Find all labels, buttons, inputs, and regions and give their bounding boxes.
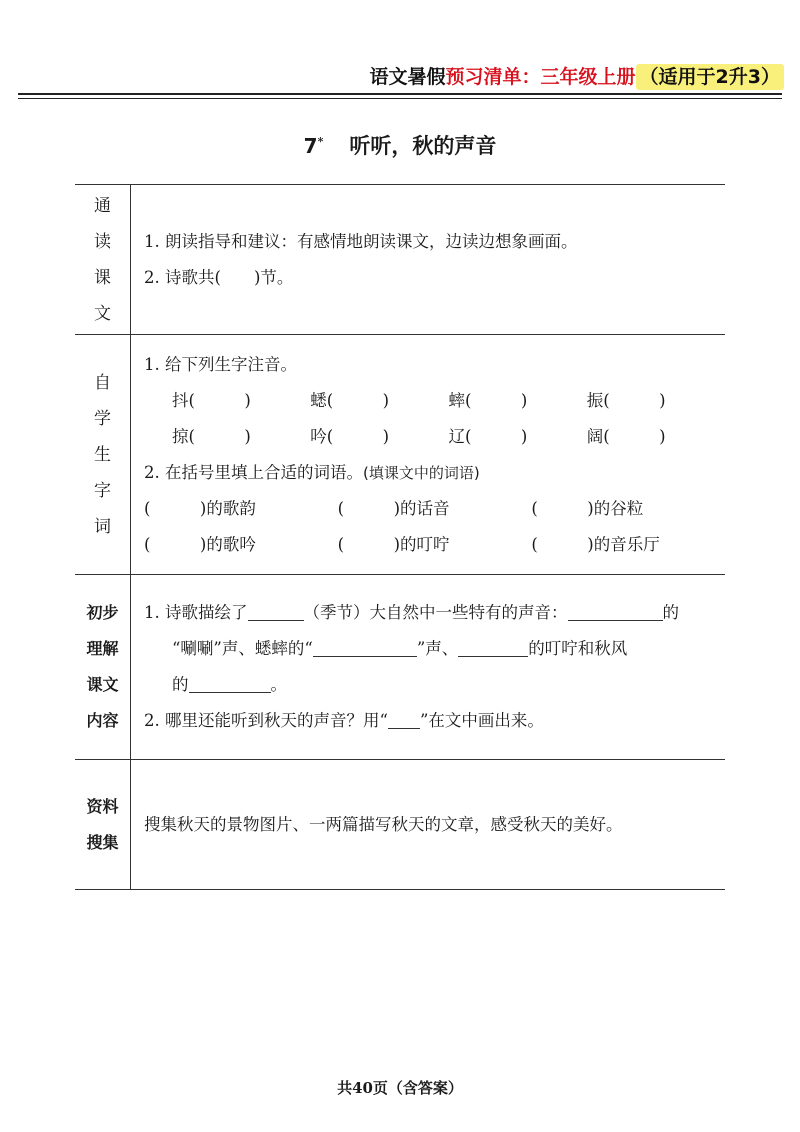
label-text: 内容 (86, 711, 119, 730)
pinyin-cell: 阔( ) (586, 426, 666, 446)
pinyin-cell: 掠( ) (172, 426, 251, 446)
header-title-part2: 预习清单：三年级上册 (445, 66, 636, 88)
fill-cell: ( )的叮咛 (337, 534, 450, 554)
fill-row-1 (144, 491, 725, 527)
label-char: 字 (94, 480, 111, 501)
label-text: 课文 (86, 675, 119, 694)
understand-item-1-line3 (144, 667, 725, 703)
answer-blank (248, 619, 304, 621)
label-char: 词 (94, 516, 111, 537)
words-item-2-text: 2. 在括号里填上合适的词语。 (144, 462, 363, 482)
header-title-part1: 语文暑假 (369, 66, 446, 88)
fill-cell: ( )的歌吟 (144, 534, 256, 554)
pinyin-cell: 抖( ) (172, 390, 251, 410)
pinyin-cell: 振( ) (586, 390, 666, 410)
worksheet-table (75, 184, 725, 890)
fill-cell: ( )的谷粒 (531, 498, 644, 518)
answer-blank (458, 655, 528, 657)
answer-blank (313, 655, 417, 657)
understand-item-1-line2 (144, 631, 725, 667)
section-words-label (75, 335, 131, 575)
words-item-1: 1. 给下列生字注音。 (144, 354, 297, 374)
section-read (75, 185, 725, 335)
answer-blank (568, 619, 663, 621)
label-text: 资料 (86, 796, 119, 816)
understand-text: 。 (270, 675, 287, 694)
page-footer: 共40页（含答案） (337, 1079, 463, 1097)
understand-text: 的叮咛和秋风 (528, 639, 628, 658)
underline-sample (388, 727, 420, 729)
understand-item-2 (144, 703, 725, 739)
lesson-title-text: 听听，秋的声音 (349, 133, 497, 158)
section-read-content (131, 185, 726, 335)
understand-text: 1. 诗歌描绘了 (144, 603, 248, 622)
fill-cell: ( )的话音 (337, 498, 450, 518)
header-rule-thick (18, 93, 782, 95)
label-text: 理解 (86, 639, 119, 658)
label-char: 文 (94, 303, 111, 324)
label-char: 生 (94, 444, 111, 465)
read-item-1: 1. 朗读指导和建议：有感情地朗读课文，边读边想象画面。 (144, 231, 578, 251)
answer-blank (189, 691, 271, 693)
label-char: 自 (94, 372, 111, 393)
words-item-2-note: (填课文中的词语) (363, 463, 480, 482)
fill-row-2 (144, 527, 725, 563)
pinyin-cell: 蟀( ) (448, 390, 528, 410)
label-text: 搜集 (86, 832, 119, 852)
label-char: 通 (94, 195, 111, 216)
lesson-title (0, 130, 800, 160)
fill-cell: ( )的音乐厅 (531, 534, 660, 554)
pinyin-cell: 吟( ) (310, 426, 390, 446)
lesson-number: 7 (303, 134, 318, 158)
read-item-2-b: )节。 (253, 267, 294, 287)
pinyin-cell: 辽( ) (448, 426, 528, 446)
section-collect (75, 760, 725, 890)
label-char: 学 (94, 408, 111, 429)
section-understand (75, 575, 725, 760)
section-words-content (131, 335, 726, 575)
read-item-2 (144, 260, 725, 296)
section-collect-content (131, 760, 726, 890)
understand-text: “唰唰”声、蟋蟀的“ (172, 639, 313, 658)
label-char: 课 (94, 267, 111, 288)
understand-text: ”在文中画出来。 (419, 711, 544, 730)
pinyin-cell: 蟋( ) (310, 390, 390, 410)
section-collect-label (75, 760, 131, 890)
section-understand-label (75, 575, 131, 760)
understand-text: （季节）大自然中一些特有的声音： (303, 603, 568, 622)
understand-text: 的 (662, 603, 679, 622)
section-words (75, 335, 725, 575)
document-header (370, 62, 784, 89)
label-char: 读 (94, 231, 111, 252)
collect-text: 搜集秋天的景物图片、一两篇描写秋天的文章，感受秋天的美好。 (144, 814, 623, 834)
understand-text: 2. 哪里还能听到秋天的声音？用“ (144, 711, 388, 730)
read-item-2-a: 2. 诗歌共( (144, 267, 221, 287)
header-grade-badge: （适用于2升3） (636, 64, 784, 90)
words-item-2 (144, 455, 725, 491)
label-text: 初步 (86, 603, 119, 622)
fill-cell: ( )的歌韵 (144, 498, 256, 518)
pinyin-row-1 (144, 383, 725, 419)
section-understand-content (131, 575, 726, 760)
understand-text: 的 (172, 675, 189, 694)
lesson-star: * (317, 135, 324, 148)
section-read-label (75, 185, 131, 335)
understand-text: ”声、 (416, 639, 459, 658)
header-rule-thin (18, 98, 782, 99)
understand-item-1 (144, 595, 725, 631)
pinyin-row-2 (144, 419, 725, 455)
